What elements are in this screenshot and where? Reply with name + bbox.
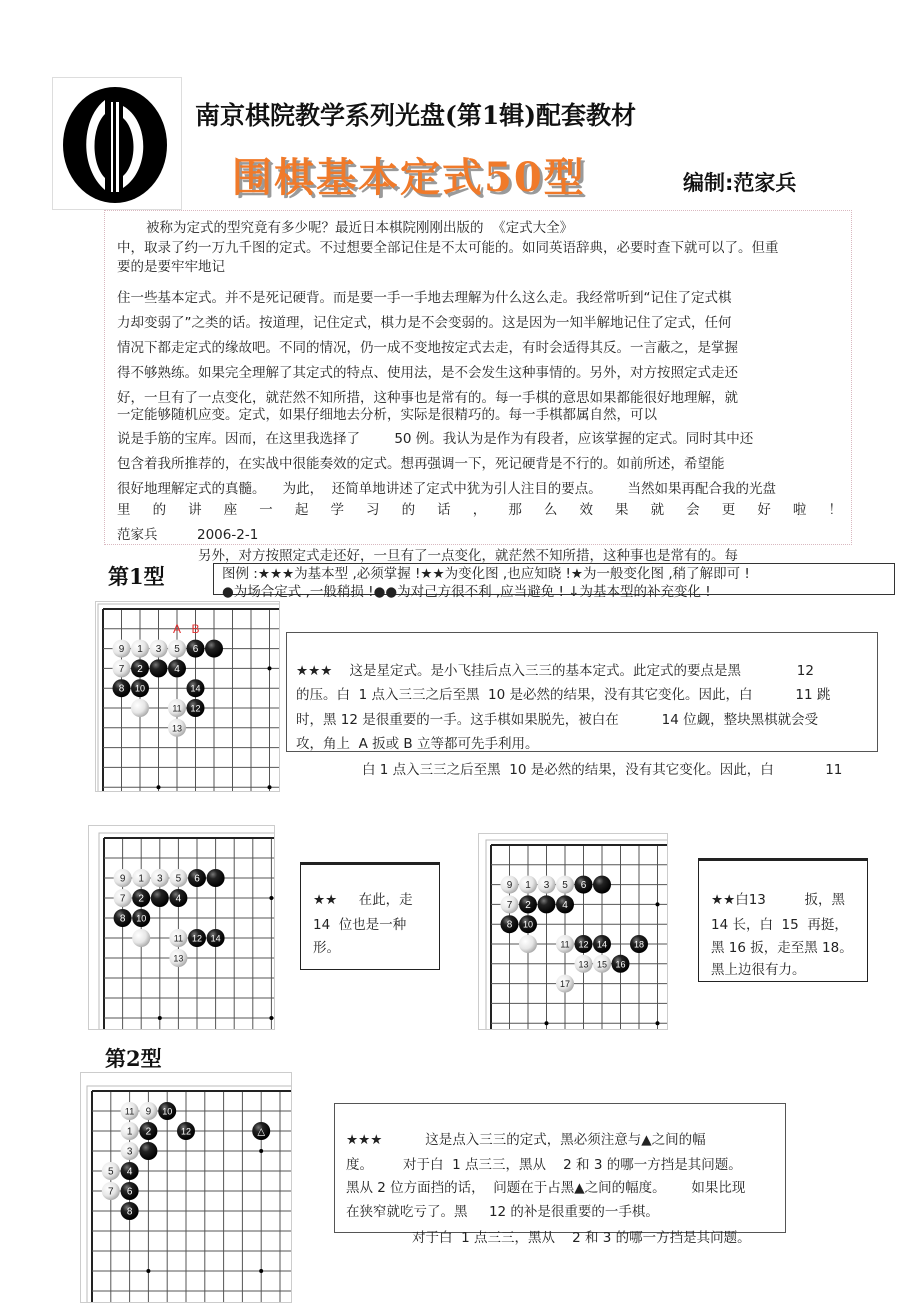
stone-move-number: 2 [137, 663, 143, 675]
black-stone [151, 889, 169, 907]
editor-credit: 编制:范家兵 [683, 171, 797, 195]
stone-move-number: 8 [126, 1206, 133, 1218]
star-point [146, 1269, 150, 1273]
stone-move-number: 8 [119, 913, 126, 925]
book-title: 围棋基本定式50型 [232, 154, 586, 201]
stone-move-number: 1 [138, 873, 144, 885]
stone-move-number: 1 [126, 1126, 133, 1138]
variation2-line: 黑 16 扳，走至黑 18。 [711, 940, 853, 956]
white-stone [102, 1182, 120, 1200]
intro-line: 住一些基本定式。并不是死记硬背。而是要一手一手地去理解为什么这么走。我经常听到“记住了定式棋 [117, 290, 732, 306]
stone-move-number: 6 [126, 1186, 133, 1198]
type2-heading: 第2型 [105, 1046, 162, 1071]
star-point [545, 1021, 549, 1025]
black-stone [139, 1142, 157, 1160]
black-stone [187, 699, 205, 717]
white-stone [556, 975, 574, 993]
black-stone [132, 889, 150, 907]
stone-move-number: 6 [192, 644, 199, 656]
white-stone [168, 719, 186, 737]
type1-note-trailing: 白 1 点入三三之后至黑 10 是必然的结果，没有其它变化。因此，白 11 [362, 762, 843, 778]
stone-move-number: 12 [190, 703, 201, 714]
white-stone [121, 1142, 139, 1160]
stone-move-number: 14 [210, 933, 221, 944]
variation2-line: 14 长，白 15 再挺， [711, 917, 848, 933]
stone-move-number: 8 [506, 919, 513, 931]
black-stone [575, 876, 593, 894]
go-board-type2-basic [80, 1072, 292, 1303]
white-stone [121, 1102, 139, 1120]
signature-name: 范家兵 [117, 527, 158, 543]
stone-move-number: 14 [596, 939, 608, 950]
board-grid [96, 602, 279, 791]
intro-line: 很好地理解定式的真髓。 为此， 还简单地讲述了定式中犹为引人注目的要点。 当然如果再配合我的光盘 [117, 481, 776, 497]
stone-move-number: 3 [126, 1146, 133, 1158]
star-point [268, 666, 272, 670]
type1-note-line: 攻，角上 A 扳或 B 立等都可先手利用。 [296, 736, 539, 752]
star-point [259, 1149, 263, 1153]
stone-move-number: 7 [506, 899, 513, 911]
stone-move-number: 15 [596, 959, 608, 970]
black-stone [556, 895, 574, 913]
intro-line: 好，一旦有了一点变化，就茫然不知所措，这种事也是常有的。每一手棋的意思如果都能很好地理解，就 [117, 390, 738, 406]
white-stone [113, 659, 131, 677]
stone-move-number: 13 [578, 959, 589, 970]
intro-line: 力却变弱了”之类的话。按道理，记住定式，棋力是不会变弱的。这是因为一知半解地记住了定式，任何 [117, 315, 732, 331]
stone-move-number: 2 [145, 1126, 152, 1138]
type1-note-line: 时，黑 12 是很重要的一手。这手棋如果脱先，被白在 14 位觑，整块黑棋就会受 [296, 712, 819, 728]
black-stone [121, 1162, 139, 1180]
stone-move-number: 7 [108, 1186, 114, 1198]
board-grid [479, 834, 667, 1029]
stone-move-number: 3 [157, 873, 163, 885]
series-title: 南京棋院教学系列光盘(第1辑)配套教材 [195, 101, 637, 130]
stone-move-number: 5 [562, 880, 568, 892]
white-stone [132, 869, 150, 887]
black-stone [519, 895, 537, 913]
black-stone [131, 659, 149, 677]
white-stone [131, 699, 149, 717]
white-stone [593, 955, 611, 973]
board-grid [89, 826, 274, 1029]
white-stone [132, 929, 150, 947]
variation1-line: 形。 [313, 940, 340, 956]
white-stone [121, 1122, 139, 1140]
type2-note-trailing: 对于白 1 点三三，黑从 2 和 3 的哪一方挡是其问题。 [412, 1230, 751, 1246]
go-board-type1-variation1 [88, 825, 275, 1030]
type1-heading: 第1型 [108, 564, 165, 589]
stone-move-number: 5 [175, 873, 182, 885]
stone-move-number: 7 [118, 663, 125, 675]
board-frame [99, 833, 274, 1029]
black-stone [177, 1122, 195, 1140]
stone-move-number: 5 [108, 1166, 114, 1178]
black-stone [575, 935, 593, 953]
type2-note-line: ★★★ 这是点入三三的定式，黑必须注意与▲之间的幅 [346, 1132, 706, 1148]
black-stone [158, 1102, 176, 1120]
stone-move-number: 17 [559, 979, 571, 990]
board-grid [81, 1073, 291, 1302]
black-stone [612, 955, 630, 973]
white-stone [151, 869, 169, 887]
legend-line: 图例 :★★★为基本型 ,必须掌握 !★★为变化图 ,也应知晓 !★为一般变化图 ,稍了解即可 ! [222, 566, 750, 582]
stone-move-number: 4 [126, 1166, 133, 1178]
white-stone [102, 1162, 120, 1180]
star-point [157, 785, 161, 789]
black-stone [169, 889, 187, 907]
stone-move-number: 11 [560, 939, 570, 950]
white-stone [169, 949, 187, 967]
black-stone [538, 895, 556, 913]
stone-move-number: 1 [137, 644, 143, 656]
stone-move-number: 13 [171, 723, 183, 734]
variation2-line: 黑上边很有力。 [711, 962, 806, 978]
white-stone [113, 640, 131, 658]
black-stone [207, 869, 225, 887]
type2-note-line: 在狭窄就吃亏了。黑 12 的补是很重要的一手棋。 [346, 1204, 659, 1220]
legend-line: 另外，对方按照定式走还好，一旦有了一点变化，就茫然不知所措，这种事也是常有的。每 [198, 548, 738, 564]
stone-move-number: 12 [578, 939, 589, 950]
black-stone [501, 915, 519, 933]
black-stone [252, 1122, 270, 1140]
white-stone [168, 640, 186, 658]
black-stone [121, 1202, 139, 1220]
type1-note-line: ★★★ 这是星定式。是小飞挂后点入三三的基本定式。此定式的要点是黑 12 [296, 663, 814, 679]
white-stone [501, 876, 519, 894]
stone-move-number: 1 [525, 880, 531, 892]
type2-note-line: 度。 对于白 1 点三三，黑从 2 和 3 的哪一方挡是其问题。 [346, 1157, 742, 1173]
board-frame [98, 604, 279, 791]
stone-move-number: 8 [118, 683, 125, 695]
variation1-line: 14 位也是一种 [313, 917, 407, 933]
star-point [259, 1269, 263, 1273]
black-stone [114, 909, 132, 927]
intro-line: 说是手筋的宝库。因而，在这里我选择了 50 例。我认为是作为有段者，应该掌握的定式。同时其中还 [117, 431, 754, 447]
black-stone [593, 876, 611, 894]
stone-move-number: 11 [172, 703, 182, 714]
stone-move-number: 11 [124, 1106, 135, 1117]
stone-move-number: 2 [138, 893, 144, 905]
intro-line: 一定能够随机应变。定式，如果仔细地去分析，实际是很精巧的。每一手棋都属自然，可以 [117, 407, 657, 423]
go-board-type1-variation2 [478, 833, 668, 1030]
intro-line: 中，取录了约一万九千图的定式。不过想要全部记住是不太可能的。如同英语辞典，必要时查下就可以了。但重 [117, 240, 779, 256]
intro-line: 里 的 讲 座 一 起 学 习 的 话 ， 那 么 效 果 就 会 更 好 啦 ！ [117, 502, 842, 518]
star-point [269, 1016, 273, 1020]
stone-move-number: 6 [194, 873, 200, 885]
stone-move-number: 10 [136, 913, 147, 924]
stone-move-number: 18 [633, 939, 645, 950]
logo-icon [53, 78, 181, 209]
white-stone [519, 935, 537, 953]
black-stone [630, 935, 648, 953]
variation1-line: ★★ 在此，走 [313, 892, 413, 908]
white-stone [556, 935, 574, 953]
stone-move-number: 10 [162, 1106, 173, 1117]
black-stone [519, 915, 537, 933]
white-stone [556, 876, 574, 894]
black-stone [188, 929, 206, 947]
white-stone [139, 1102, 157, 1120]
stone-move-number: 10 [522, 919, 534, 930]
type1-note-line: 的压。白 1 点入三三之后至黑 10 是必然的结果，没有其它变化。因此，白 11 跳 [296, 687, 831, 703]
black-stone [205, 640, 223, 658]
intro-line: 得不够熟练。如果完全理解了其定式的特点、使用法，是不会发生这种事情的。另外，对方按照定式走还 [117, 365, 738, 381]
stone-move-number: 4 [174, 663, 180, 675]
stone-move-number: 9 [118, 644, 125, 656]
white-stone [168, 699, 186, 717]
go-board-type1-basic [95, 601, 280, 792]
stone-move-number: 4 [175, 893, 182, 905]
white-stone [575, 955, 593, 973]
intro-line: 情况下都走定式的缘故吧。不同的情况，仍一成不变地按定式去走，有时会适得其反。一言蔽之，是掌握 [117, 340, 738, 356]
black-stone [188, 869, 206, 887]
white-stone [114, 889, 132, 907]
black-stone [132, 909, 150, 927]
stone-move-number: 11 [173, 933, 184, 944]
stone-move-number: 3 [155, 644, 162, 656]
stone-move-number: 4 [562, 899, 568, 911]
intro-line: 被称为定式的型究竟有多少呢？最近日本棋院刚刚出版的 《定式大全》 [146, 220, 574, 236]
legend-line: ●为场合定式 ,一般稍损 !●●为对己方很不利 ,应当避免 ! ↓为基本型的补充变化 ! [222, 584, 711, 600]
white-stone [114, 869, 132, 887]
stone-move-number: 7 [119, 893, 126, 905]
white-stone [538, 876, 556, 894]
nanjing-go-academy-logo [52, 77, 182, 210]
black-stone [113, 679, 131, 697]
stone-move-number: 16 [615, 959, 626, 970]
stone-move-number: 9 [145, 1106, 152, 1118]
star-point [269, 896, 273, 900]
stone-move-number: △ [257, 1126, 266, 1138]
white-stone [519, 876, 537, 894]
white-stone [131, 640, 149, 658]
white-stone [169, 929, 187, 947]
black-stone [131, 679, 149, 697]
stone-move-number: 9 [506, 880, 513, 892]
star-point [656, 1021, 660, 1025]
stone-move-number: 2 [525, 899, 531, 911]
white-stone [501, 895, 519, 913]
intro-line: 要的是要牢牢地记 [117, 259, 225, 275]
board-letter-mark: B [191, 621, 200, 636]
stone-move-number: 5 [174, 644, 180, 656]
black-stone [593, 935, 611, 953]
board-letter-mark: A [172, 621, 182, 636]
black-stone [207, 929, 225, 947]
intro-line: 包含着我所推荐的，在实战中很能奏效的定式。想再强调一下，死记硬背是不行的。如前所述，希望能 [117, 456, 725, 472]
black-stone [187, 640, 205, 658]
black-stone [168, 659, 186, 677]
signature-date: 2006-2-1 [197, 527, 259, 543]
black-stone [139, 1122, 157, 1140]
board-frame [486, 840, 667, 1029]
black-stone [150, 659, 168, 677]
black-stone [121, 1182, 139, 1200]
star-point [158, 1016, 162, 1020]
black-stone [187, 679, 205, 697]
stone-move-number: 9 [119, 873, 126, 885]
variation2-line: ★★白13 扳，黑 [711, 892, 846, 908]
stone-move-number: 12 [180, 1126, 192, 1137]
stone-move-number: 10 [134, 683, 146, 694]
stone-move-number: 14 [190, 683, 201, 694]
star-point [656, 902, 660, 906]
stone-move-number: 3 [543, 880, 550, 892]
white-stone [150, 640, 168, 658]
star-point [268, 785, 272, 789]
stone-move-number: 13 [173, 953, 184, 964]
stone-move-number: 12 [191, 933, 203, 944]
white-stone [169, 869, 187, 887]
stone-move-number: 6 [580, 880, 587, 892]
type2-note-line: 黑从 2 位方面挡的话， 问题在于占黑▲之间的幅度。 如果比现 [346, 1180, 746, 1196]
